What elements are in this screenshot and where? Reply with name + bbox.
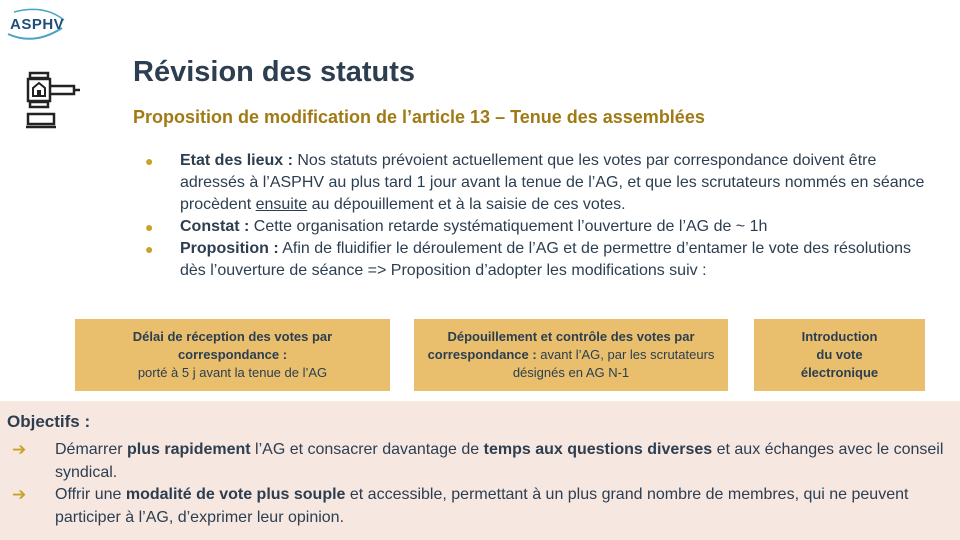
bullet-text: Afin de fluidifier le déroulement de l’AG et de permettre d’entamer le vote des résolutions dès l’ouverture de séance => Proposition d’adopter les modifications suiv : <box>180 240 911 279</box>
box-vote-electronique <box>754 319 925 391</box>
objective-text: l’AG et consacrer davantage de <box>250 441 484 458</box>
bullet-label: Etat des lieux : <box>180 152 293 169</box>
box-delai-reception <box>75 319 390 391</box>
logo-text: ASPHV <box>10 16 65 33</box>
page-subtitle: Proposition de modification de l’article 13 – Tenue des assemblées <box>133 107 705 127</box>
arrow-right-icon: ➔ <box>12 485 27 504</box>
objective-text: Offrir une <box>55 486 126 503</box>
bullet-constat <box>145 216 935 238</box>
bullet-dot: ● <box>145 219 154 235</box>
asphv-logo <box>4 6 68 40</box>
objectives-title: Objectifs : <box>7 412 91 431</box>
bullet-dot: ● <box>145 241 154 257</box>
box-heading-line: du vote <box>816 347 863 362</box>
objectives-panel <box>0 401 960 540</box>
box-heading: Dépouillement et contrôle des votes par correspondance : <box>427 329 695 362</box>
box-text: avant l’AG, par les scrutateurs désignés en AG N-1 <box>512 347 715 380</box>
box-depouillement <box>414 319 728 391</box>
objective-bold-text: modalité de vote plus souple <box>125 486 346 503</box>
objective-bold-text: plus rapidement <box>127 441 251 458</box>
objective-text: et accessible, permettant à un plus grand nombre de membres, qui ne peuvent participer à l’AG, d’exprimer leur opinion. <box>55 486 909 526</box>
objective-bold-text: temps aux questions diverses <box>483 441 713 458</box>
objective-item <box>0 484 960 529</box>
objective-text: Démarrer <box>55 441 128 458</box>
objectives-list <box>0 439 960 529</box>
bullet-label: Constat : <box>180 218 250 235</box>
arrow-right-icon: ➔ <box>12 440 27 459</box>
bullet-label: Proposition : <box>180 240 279 257</box>
bullet-text: Cette organisation retarde systématiquement l’ouverture de l’AG de ~ 1h <box>249 218 768 235</box>
bullet-etat-des-lieux <box>145 150 935 216</box>
bullet-text: Nos statuts prévoient actuellement que les votes par correspondance doivent être adressés à l’ASPHV au plus tard 1 jour avant la tenue de l’AG, et que les scrutateurs nommés en séance procèdent <box>180 152 925 213</box>
bullet-proposition <box>145 238 935 282</box>
gavel-icon <box>24 70 82 130</box>
bullet-underlined-text: ensuite <box>255 196 308 213</box>
box-heading-line: électronique <box>800 365 879 380</box>
bullet-list <box>145 150 935 282</box>
objective-text: et aux échanges avec le conseil syndical. <box>55 441 944 481</box>
bullet-text: au dépouillement et à la saisie de ces votes. <box>307 196 626 213</box>
objective-item <box>0 439 960 484</box>
box-text: porté à 5 j avant la tenue de l’AG <box>137 365 328 380</box>
box-heading: Délai de réception des votes par correspondance : <box>132 329 333 362</box>
box-heading-line: Introduction <box>801 329 878 344</box>
bullet-dot: ● <box>145 153 154 169</box>
page-title: Révision des statuts <box>133 56 416 88</box>
